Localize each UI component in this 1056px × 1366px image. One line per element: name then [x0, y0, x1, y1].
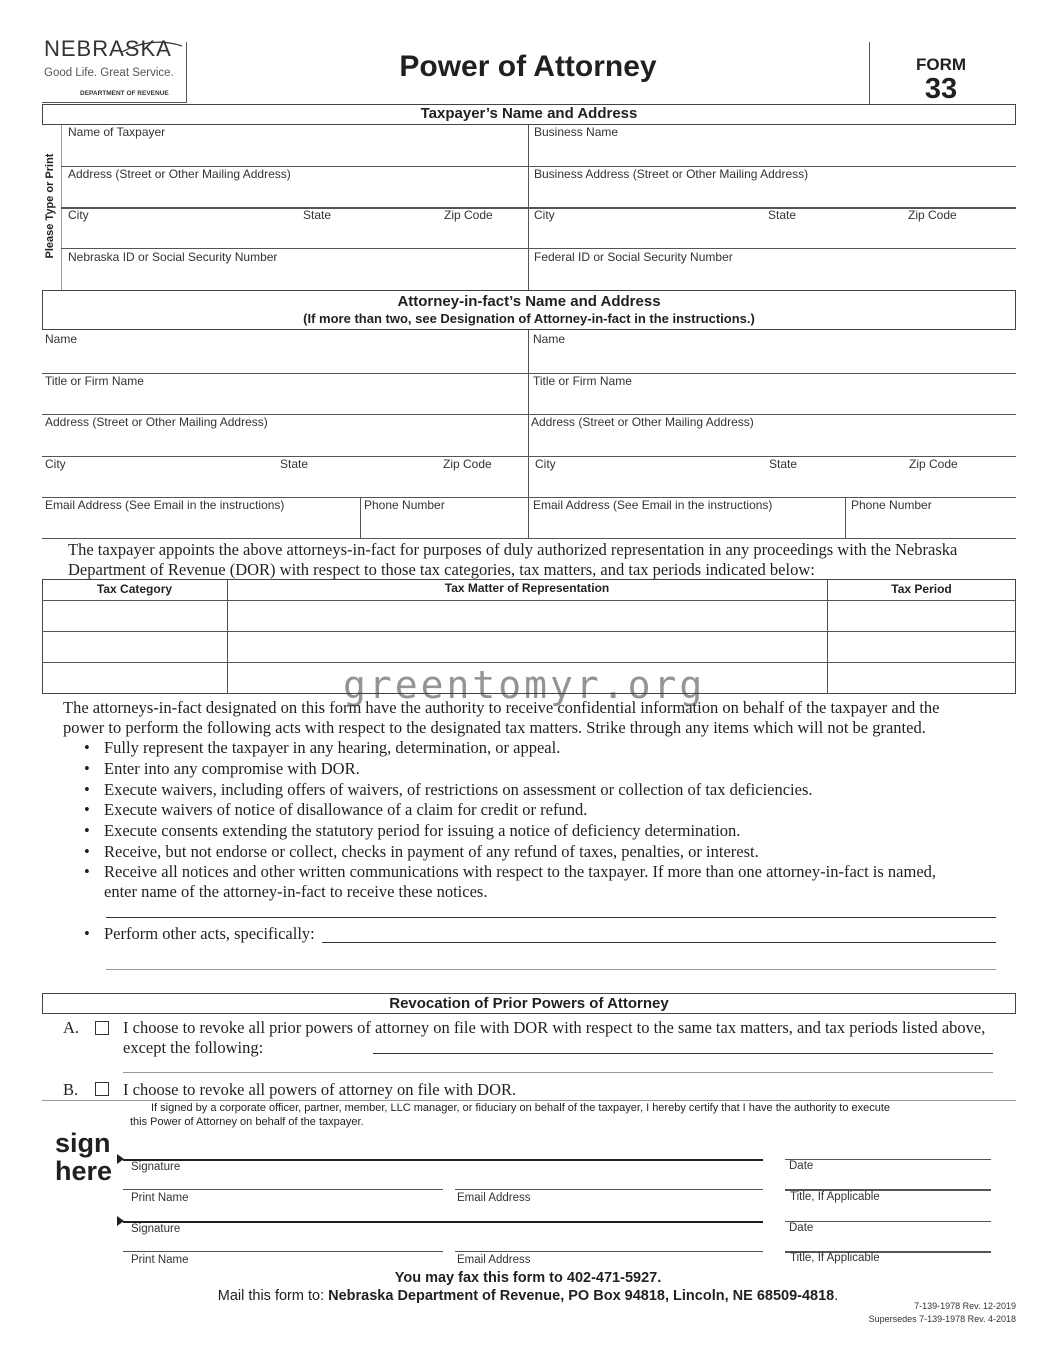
divider — [845, 497, 846, 538]
divider — [61, 248, 1016, 249]
email1-label: Email Address — [457, 1192, 531, 1204]
bullet: • — [84, 842, 90, 861]
print-name1-line[interactable] — [123, 1189, 443, 1190]
logo-tagline: Good Life. Great Service. — [44, 67, 174, 79]
attorney1-zip-field[interactable]: Zip Code — [443, 457, 492, 471]
revoke-a-letter: A. — [63, 1018, 80, 1037]
date1-line[interactable] — [785, 1159, 991, 1160]
attorney2-email-field[interactable]: Email Address (See Email in the instructions) — [533, 498, 773, 512]
email2-label: Email Address — [457, 1254, 531, 1266]
certify-text-line2: this Power of Attorney on behalf of the taxpayer. — [130, 1116, 364, 1128]
date1-label: Date — [789, 1160, 814, 1172]
tax-cell[interactable] — [43, 601, 226, 630]
tax-cell[interactable] — [43, 632, 226, 661]
act-item: Execute waivers of notice of disallowance of a claim for credit or refund. — [104, 800, 588, 819]
signature2-line[interactable] — [123, 1221, 763, 1223]
taxpayer-section-title: Taxpayer’s Name and Address — [420, 105, 638, 122]
tax-period-header: Tax Period — [891, 582, 952, 596]
email2-line[interactable] — [455, 1251, 763, 1252]
signature2-label: Signature — [131, 1223, 181, 1235]
email1-line[interactable] — [455, 1189, 763, 1190]
mail-address: Nebraska Department of Revenue, PO Box 94818, Lincoln, NE 68509-4818 — [328, 1288, 835, 1304]
attorney2-title-field[interactable]: Title or Firm Name — [533, 374, 632, 388]
certify-text-line1: If signed by a corporate officer, partner, member, LLC manager, or fiduciary on behalf of the taxpayer, I hereby certify that I have the authority to execute — [151, 1102, 891, 1114]
revoke-b-text: I choose to revoke all powers of attorney on file with DOR. — [123, 1080, 517, 1099]
logo-swoosh-icon — [122, 40, 182, 56]
logo-underline — [42, 102, 187, 103]
act-notices-line1: Receive all notices and other written communications with respect to the taxpayer. If more than one attorney-in-fact is named, — [104, 862, 937, 881]
revocation-section-title: Revocation of Prior Powers of Attorney — [389, 995, 669, 1012]
attorney1-name-field[interactable]: Name — [45, 332, 78, 346]
date2-line[interactable] — [785, 1221, 991, 1222]
business-city-field[interactable]: City — [534, 208, 555, 222]
please-type-label: Please Type or Print — [44, 153, 56, 259]
sign-here-word: sign — [55, 1128, 111, 1158]
logo — [42, 36, 187, 104]
act-item: Execute waivers, including offers of waivers, of restrictions on assessment or collection of tax deficiencies. — [104, 780, 813, 799]
business-zip-field[interactable]: Zip Code — [908, 208, 957, 222]
revoke-a-checkbox[interactable] — [95, 1021, 109, 1035]
fax-instruction: You may fax this form to 402-471-5927. — [394, 1270, 662, 1286]
tax-cell[interactable] — [228, 632, 826, 661]
attorney1-email-field[interactable]: Email Address (See Email in the instructions) — [45, 498, 285, 512]
form-number: 33 — [924, 73, 958, 105]
business-name-field[interactable]: Business Name — [534, 125, 619, 139]
divider — [42, 373, 1016, 374]
federal-id-field[interactable]: Federal ID or Social Security Number — [534, 250, 733, 264]
tax-cell[interactable] — [228, 601, 826, 630]
attorney2-phone-field[interactable]: Phone Number — [851, 498, 932, 512]
tax-cell[interactable] — [828, 601, 1015, 630]
bullet: • — [84, 924, 90, 943]
bullet: • — [84, 780, 90, 799]
logo-brand: NEBRASKA — [44, 36, 172, 61]
print-name1-label: Print Name — [131, 1192, 189, 1204]
revoke-a-text-line2: except the following: — [123, 1038, 264, 1057]
act-item: Enter into any compromise with DOR. — [104, 759, 360, 778]
divider — [42, 538, 1016, 539]
attorney1-city-field[interactable]: City — [45, 457, 66, 471]
authority-text-line1: The attorneys-in-fact designated on this form have the authority to receive confidential information on behalf of the taxpayer and the — [63, 698, 940, 717]
other-acts-line[interactable] — [322, 942, 996, 943]
taxpayer-zip-field[interactable]: Zip Code — [444, 208, 493, 222]
attorney-section-title: Attorney-in-fact’s Name and Address — [397, 293, 661, 310]
tax-cell[interactable] — [828, 663, 1015, 693]
revoke-exception-line-2[interactable] — [123, 1072, 993, 1073]
print-name2-line[interactable] — [123, 1251, 443, 1252]
authority-text-line2: power to perform the following acts with respect to the designated tax matters. Strike through any items which will not be granted. — [63, 718, 926, 737]
appointment-text-line1: The taxpayer appoints the above attorneys-in-fact for purposes of duly authorized representation in any proceedings with the Nebraska — [68, 540, 958, 559]
title2-label: Title, If Applicable — [790, 1252, 880, 1264]
business-address-field[interactable]: Business Address (Street or Other Mailing Address) — [534, 167, 809, 181]
notice-recipient-line[interactable] — [106, 917, 996, 918]
taxpayer-city-field[interactable]: City — [68, 208, 89, 222]
mail-suffix: . — [834, 1288, 839, 1304]
revoke-b-letter: B. — [63, 1080, 79, 1099]
watermark: greentomyr.org — [343, 663, 706, 707]
signature1-line[interactable] — [123, 1159, 763, 1161]
bullet: • — [84, 800, 90, 819]
business-state-field[interactable]: State — [768, 208, 797, 222]
tax-cell[interactable] — [43, 663, 226, 693]
mail-prefix: Mail this form to: — [217, 1288, 329, 1304]
revision-code: 7-139-1978 Rev. 12-2019 — [914, 1301, 1016, 1311]
divider — [360, 497, 361, 538]
taxpayer-state-field[interactable]: State — [303, 208, 332, 222]
act-item: Receive, but not endorse or collect, checks in payment of any refund of taxes, penalties, or interest. — [104, 842, 759, 861]
revoke-exception-line[interactable] — [373, 1053, 993, 1054]
logo-department: DEPARTMENT OF REVENUE — [80, 90, 169, 97]
supersedes-code: Supersedes 7-139-1978 Rev. 4-2018 — [868, 1314, 1016, 1324]
attorney1-title-field[interactable]: Title or Firm Name — [45, 374, 144, 388]
attorney2-address-field[interactable]: Address (Street or Other Mailing Address) — [531, 415, 754, 429]
bullet: • — [84, 738, 90, 757]
bullet: • — [84, 862, 90, 881]
attorney1-phone-field[interactable]: Phone Number — [364, 498, 445, 512]
nebraska-id-field[interactable]: Nebraska ID or Social Security Number — [68, 250, 278, 264]
certify-divider — [42, 1100, 1016, 1101]
mail-instruction — [150, 1288, 906, 1304]
taxpayer-name-field[interactable]: Name of Taxpayer — [68, 125, 166, 139]
form-label: FORM — [915, 55, 967, 74]
date2-label: Date — [789, 1222, 814, 1234]
attorney2-city-field[interactable]: City — [535, 457, 556, 471]
attorney1-state-field[interactable]: State — [280, 457, 309, 471]
attorney2-zip-field[interactable]: Zip Code — [909, 457, 958, 471]
sign-here-word-2: here — [55, 1156, 113, 1186]
attorney-section-subtitle: (If more than two, see Designation of Attorney-in-fact in the instructions.) — [303, 311, 755, 326]
appointment-text-line2: Department of Revenue (DOR) with respect to those tax categories, tax matters, and tax periods indicated below: — [68, 560, 815, 579]
title1-label: Title, If Applicable — [790, 1191, 880, 1203]
tax-cell[interactable] — [828, 632, 1015, 661]
act-notices-line2: enter name of the attorney-in-fact to receive these notices. — [104, 882, 488, 901]
bullet: • — [84, 759, 90, 778]
act-item: Fully represent the taxpayer in any hearing, determination, or appeal. — [104, 738, 561, 757]
attorney1-address-field[interactable]: Address (Street or Other Mailing Address) — [45, 415, 268, 429]
logo-divider — [186, 42, 187, 102]
revoke-b-checkbox[interactable] — [95, 1082, 109, 1096]
bullet: • — [84, 821, 90, 840]
act-other: Perform other acts, specifically: — [104, 924, 315, 943]
attorney-center-divider — [528, 330, 529, 538]
revoke-a-text-line1: I choose to revoke all prior powers of attorney on file with DOR with respect to the same tax matters, and tax periods listed above, — [123, 1018, 986, 1037]
attorney2-state-field[interactable]: State — [769, 457, 798, 471]
act-item: Execute consents extending the statutory period for issuing a notice of deficiency determination. — [104, 821, 741, 840]
form-divider — [869, 42, 870, 104]
page-title: Power of Attorney — [399, 50, 657, 83]
taxpayer-address-field[interactable]: Address (Street or Other Mailing Address) — [68, 167, 291, 181]
print-name2-label: Print Name — [131, 1254, 189, 1266]
tax-category-header: Tax Category — [96, 582, 173, 596]
other-acts-line-2[interactable] — [106, 969, 996, 970]
tax-matter-header: Tax Matter of Representation — [444, 581, 610, 595]
attorney2-name-field[interactable]: Name — [533, 332, 566, 346]
divider — [42, 456, 1016, 457]
signature1-label: Signature — [131, 1161, 181, 1173]
